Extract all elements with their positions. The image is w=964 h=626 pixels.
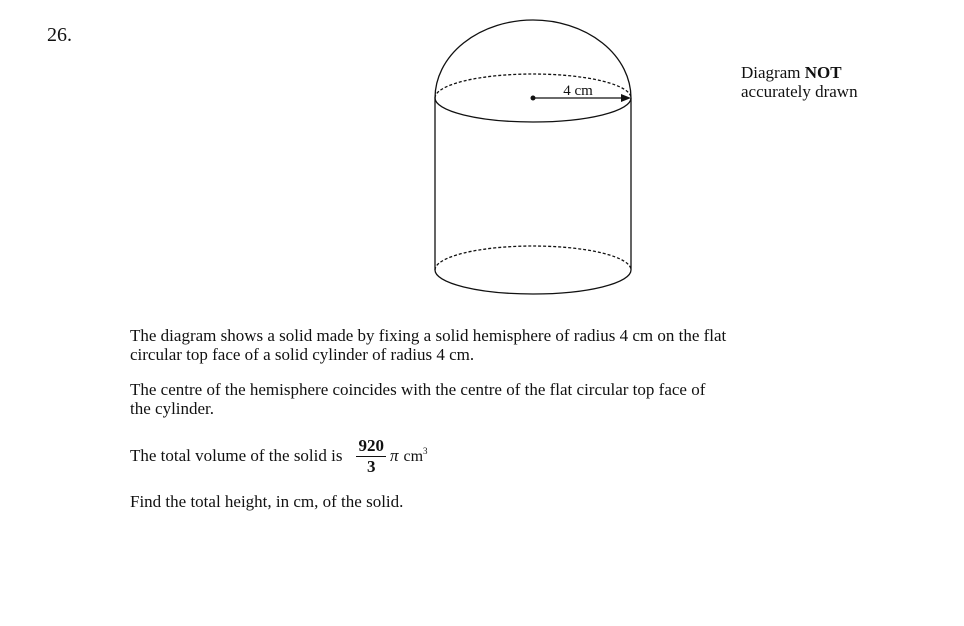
- diagram-note: [741, 63, 858, 101]
- pi-symbol: π: [389, 446, 399, 465]
- radius-label: 4 cm: [563, 83, 593, 99]
- bottom-ellipse-back: [435, 246, 631, 270]
- unit-power: 3: [423, 446, 428, 456]
- note-bold: NOT: [804, 63, 842, 82]
- centre-point: [531, 96, 536, 101]
- question-number: 26.: [47, 24, 72, 46]
- paragraph-line: The diagram shows a solid made by fixing a solid hemisphere of radius 4 cm on the flat: [130, 326, 727, 345]
- volume-fraction: [356, 436, 386, 477]
- paragraph-line: the cylinder.: [130, 399, 215, 418]
- task-instruction: Find the total height, in cm, of the solid.: [130, 492, 404, 511]
- top-ellipse-front: [435, 98, 631, 122]
- fraction-denominator: 3: [366, 456, 376, 476]
- paragraph-centre: [130, 380, 705, 418]
- volume-unit: [404, 446, 428, 466]
- volume-prefix: The total volume of the solid is: [130, 446, 343, 465]
- paragraph-description: [130, 326, 726, 364]
- hemisphere-cylinder-diagram: [420, 10, 650, 310]
- bottom-ellipse-front: [435, 270, 631, 294]
- paragraph-line: circular top face of a solid cylinder of radius 4 cm.: [130, 345, 475, 364]
- note-prefix: Diagram: [741, 63, 805, 82]
- radius-arrowhead: [621, 94, 631, 102]
- paragraph-line: The centre of the hemisphere coincides with the centre of the flat circular top face of: [130, 380, 706, 399]
- top-ellipse-back: [435, 74, 631, 98]
- note-line2: accurately drawn: [741, 82, 858, 101]
- volume-statement: [130, 432, 428, 480]
- unit-base: cm: [403, 448, 424, 465]
- hemisphere-dome: [435, 20, 631, 98]
- fraction-numerator: 920: [358, 435, 384, 455]
